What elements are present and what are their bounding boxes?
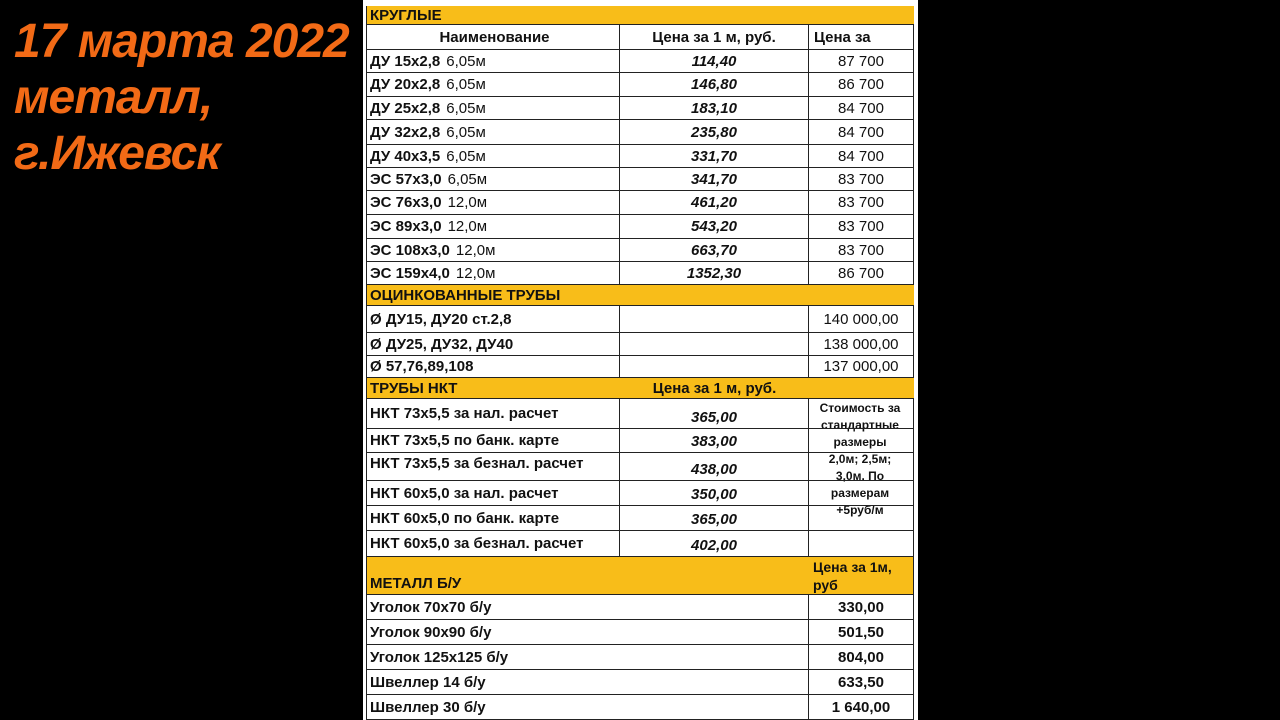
item-name: [366, 191, 620, 214]
item-name: [366, 97, 620, 119]
item-name: НКТ 73х5,5 по банк. карте: [366, 429, 620, 452]
price-per-meter: [620, 333, 809, 355]
table-row: [366, 97, 914, 120]
col-name: Наименование: [366, 25, 620, 49]
item-length: 12,0м: [455, 241, 496, 259]
price-per-ton: 84 700: [809, 97, 914, 119]
price-per-ton: 83 700: [809, 168, 914, 190]
price-per-meter: 1 640,00: [809, 695, 914, 719]
price-per-meter: 365,00: [620, 506, 809, 530]
title-city: г.Ижевск: [14, 127, 220, 180]
item-length: 6,05м: [446, 147, 486, 165]
price-list-sheet: [363, 0, 918, 720]
table-row: [366, 429, 914, 453]
item-name: [366, 73, 620, 96]
item-name: Ø ДУ15, ДУ20 ст.2,8: [366, 306, 620, 332]
note-line: размеры: [833, 435, 887, 449]
item-size: ЭС 76х3,0: [370, 194, 442, 211]
item-name: НКТ 60х5,0 за нал. расчет: [366, 481, 620, 505]
table-row: [366, 306, 914, 333]
price-per-ton: 140 000,00: [809, 306, 914, 332]
note-cell: [809, 481, 914, 505]
price-per-meter: [620, 306, 809, 332]
price-per-meter: 330,00: [809, 595, 914, 619]
item-size: ДУ 25х2,8: [370, 99, 441, 117]
price-per-meter: 1352,30: [620, 262, 809, 284]
table-row: [366, 531, 914, 557]
note-cell: [809, 506, 914, 530]
item-name: [366, 239, 620, 261]
price-per-meter: 341,70: [620, 168, 809, 190]
item-name: [366, 50, 620, 72]
table-row: [366, 595, 914, 620]
item-length: 6,05м: [446, 99, 486, 117]
price-per-ton: 84 700: [809, 145, 914, 167]
table-row: [366, 695, 914, 720]
note-line: размерам: [830, 486, 890, 500]
col-price: Цена за 1м, руб: [809, 557, 914, 594]
item-size: ЭС 89х3,0: [370, 218, 442, 235]
note-line: стандартные: [821, 418, 899, 432]
section-title: КРУГЛЫЕ: [366, 6, 620, 24]
item-size: ЭС 108х3,0: [370, 241, 450, 259]
table-row: [366, 168, 914, 191]
item-name: Швеллер 14 б/у: [366, 670, 809, 694]
section-nkt-header: [366, 378, 914, 399]
section-title: ОЦИНКОВАННЫЕ ТРУБЫ: [366, 285, 620, 305]
item-name: [366, 215, 620, 238]
section-round-header: [366, 6, 914, 25]
price-per-meter: 438,00: [620, 453, 809, 480]
note-cell: [809, 399, 914, 428]
price-per-meter: 633,50: [809, 670, 914, 694]
item-size: ДУ 40х3,5: [370, 147, 441, 165]
table-row: [366, 239, 914, 262]
item-name: Уголок 70х70 б/у: [366, 595, 809, 619]
price-per-meter: 235,80: [620, 120, 809, 144]
price-per-meter: 461,20: [620, 191, 809, 214]
note-line: 2,0м; 2,5м;: [828, 452, 892, 466]
table-row: [366, 481, 914, 506]
table-row: [366, 670, 914, 695]
price-per-ton: 84 700: [809, 120, 914, 144]
note-line: +5руб/м: [836, 503, 884, 517]
price-per-meter: [620, 356, 809, 377]
price-per-ton: 138 000,00: [809, 333, 914, 355]
price-per-meter: 350,00: [620, 481, 809, 505]
item-name: [366, 120, 620, 144]
table-row: [366, 262, 914, 285]
price-per-meter: 543,20: [620, 215, 809, 238]
price-per-meter: 146,80: [620, 73, 809, 96]
note-line: 3,0м. По: [835, 469, 885, 483]
price-per-meter: 402,00: [620, 531, 809, 556]
section-used-header: [366, 557, 914, 595]
item-size: ДУ 15х2,8: [370, 52, 441, 70]
table-row: [366, 620, 914, 645]
item-name: Уголок 125х125 б/у: [366, 645, 809, 669]
price-per-meter: 663,70: [620, 239, 809, 261]
item-name: [366, 145, 620, 167]
price-per-meter: 365,00: [620, 399, 809, 428]
table-row: [366, 399, 914, 429]
page-title: [14, 14, 349, 182]
title-date: 17 марта 2022: [14, 15, 349, 68]
price-per-meter: 114,40: [620, 50, 809, 72]
price-per-ton: 83 700: [809, 239, 914, 261]
item-name: НКТ 73х5,5 за безнал. расчет: [366, 453, 620, 480]
price-per-ton: 83 700: [809, 191, 914, 214]
price-per-ton: 86 700: [809, 262, 914, 284]
item-name: Швеллер 30 б/у: [366, 695, 809, 719]
table-row: [366, 453, 914, 481]
table-row: [366, 356, 914, 378]
col-price-t: Цена за: [809, 25, 914, 49]
table-row: [366, 506, 914, 531]
item-name: Ø 57,76,89,108: [366, 356, 620, 377]
note-line: Стоимость за: [819, 401, 901, 415]
item-length: 12,0м: [455, 264, 496, 282]
price-per-ton: 87 700: [809, 50, 914, 72]
item-length: 6,05м: [446, 76, 486, 93]
item-name: Ø ДУ25, ДУ32, ДУ40: [366, 333, 620, 355]
item-name: НКТ 60х5,0 по банк. карте: [366, 506, 620, 530]
item-size: ЭС 159х4,0: [370, 264, 450, 282]
table-row: [366, 120, 914, 145]
col-price-m: Цена за 1 м, руб.: [620, 25, 809, 49]
price-per-ton: 86 700: [809, 73, 914, 96]
round-column-header: [366, 25, 914, 50]
item-name: [366, 168, 620, 190]
table-row: [366, 145, 914, 168]
item-length: 6,05м: [446, 123, 486, 141]
item-length: 12,0м: [447, 218, 488, 235]
item-name: НКТ 60х5,0 за безнал. расчет: [366, 531, 620, 556]
table-row: [366, 50, 914, 73]
price-per-ton: 83 700: [809, 215, 914, 238]
note-cell: [809, 453, 914, 480]
price-per-meter: 331,70: [620, 145, 809, 167]
table-row: [366, 191, 914, 215]
item-size: ДУ 20х2,8: [370, 76, 441, 93]
item-length: 6,05м: [447, 170, 488, 188]
table-row: [366, 73, 914, 97]
item-length: 12,0м: [447, 194, 488, 211]
item-length: 6,05м: [446, 52, 486, 70]
table-row: [366, 333, 914, 356]
table-row: [366, 215, 914, 239]
item-size: ЭС 57х3,0: [370, 170, 442, 188]
price-per-ton: 137 000,00: [809, 356, 914, 377]
price-per-meter: 501,50: [809, 620, 914, 644]
col-price-m: Цена за 1 м, руб.: [652, 379, 777, 397]
note-cell: [809, 531, 914, 556]
section-galv-header: [366, 285, 914, 306]
section-title: ТРУБЫ НКТ: [366, 378, 620, 398]
price-per-meter: 183,10: [620, 97, 809, 119]
item-size: ДУ 32х2,8: [370, 123, 441, 141]
table-row: [366, 645, 914, 670]
price-per-meter: 383,00: [620, 429, 809, 452]
item-name: [366, 262, 620, 284]
note-cell: [809, 429, 914, 452]
price-per-meter: 804,00: [809, 645, 914, 669]
title-subject: металл,: [14, 71, 213, 124]
section-title: МЕТАЛЛ Б/У: [366, 557, 809, 594]
item-name: НКТ 73х5,5 за нал. расчет: [366, 399, 620, 428]
item-name: Уголок 90х90 б/у: [366, 620, 809, 644]
